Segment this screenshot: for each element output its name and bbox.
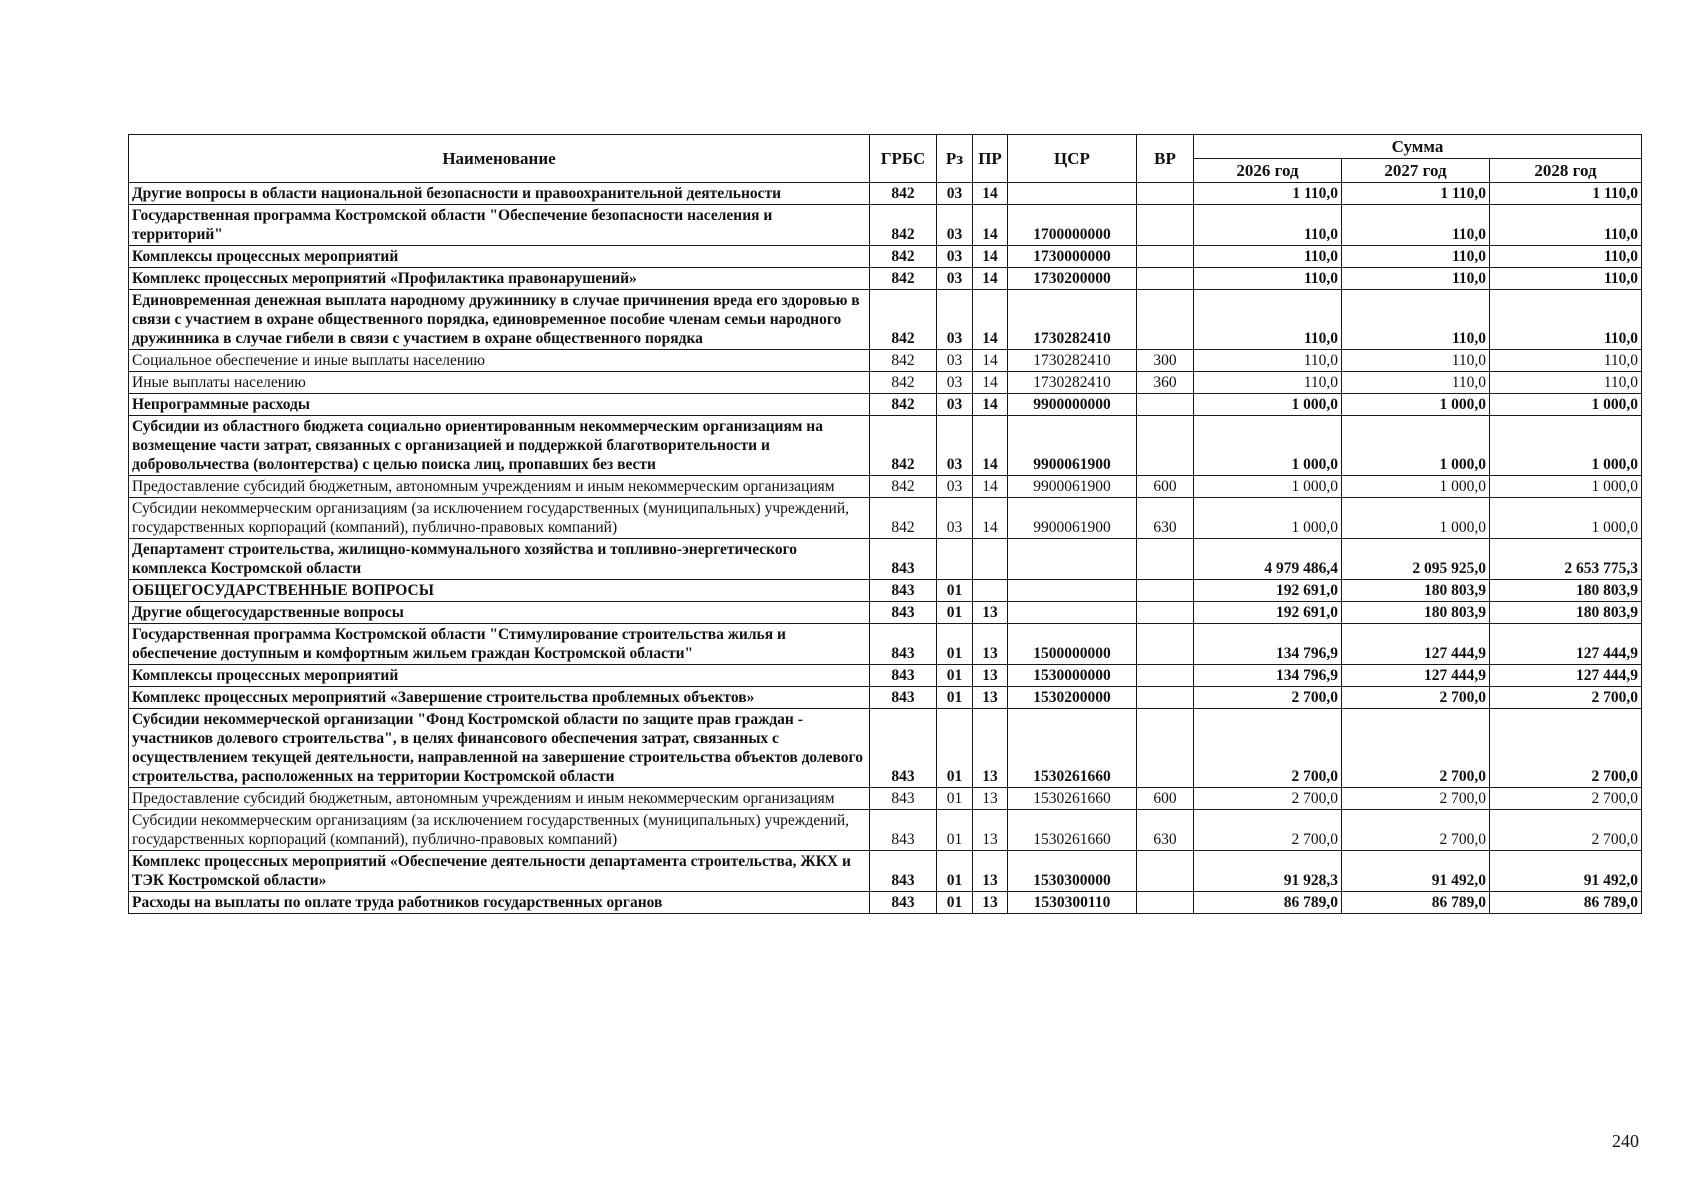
cell-name: Субсидии некоммерческим организациям (за исключением государственных (муниципальных) учреждений, государственных корпораций (компаний), публично-правовых компаний) <box>129 810 870 851</box>
cell-2027: 1 000,0 <box>1342 476 1490 498</box>
cell-2026: 1 000,0 <box>1194 394 1342 416</box>
cell-pr: 14 <box>973 372 1008 394</box>
cell-2026: 86 789,0 <box>1194 892 1342 914</box>
table-row <box>129 416 1642 476</box>
cell-rz: 01 <box>937 624 973 665</box>
cell-vr <box>1137 602 1194 624</box>
cell-csr: 9900061900 <box>1008 498 1137 539</box>
cell-pr: 13 <box>973 602 1008 624</box>
cell-grbs: 842 <box>870 268 937 290</box>
cell-2028: 180 803,9 <box>1490 602 1642 624</box>
cell-pr: 13 <box>973 851 1008 892</box>
cell-name: Другие вопросы в области национальной безопасности и правоохранительной деятельности <box>129 183 870 205</box>
cell-vr: 300 <box>1137 350 1194 372</box>
cell-rz: 03 <box>937 394 973 416</box>
cell-vr: 630 <box>1137 498 1194 539</box>
cell-2027: 1 000,0 <box>1342 394 1490 416</box>
cell-csr: 1530300110 <box>1008 892 1137 914</box>
header-vr: ВР <box>1137 135 1194 183</box>
cell-pr: 14 <box>973 183 1008 205</box>
cell-csr: 1530000000 <box>1008 665 1137 687</box>
table-row <box>129 394 1642 416</box>
cell-2027: 110,0 <box>1342 268 1490 290</box>
table-row <box>129 788 1642 810</box>
cell-csr: 9900061900 <box>1008 476 1137 498</box>
cell-csr: 1700000000 <box>1008 205 1137 246</box>
cell-2028: 1 110,0 <box>1490 183 1642 205</box>
cell-name: Предоставление субсидий бюджетным, автономным учреждениям и иным некоммерческим организациям <box>129 476 870 498</box>
cell-rz: 01 <box>937 892 973 914</box>
cell-grbs: 843 <box>870 851 937 892</box>
cell-name: Комплекс процессных мероприятий «Профилактика правонарушений» <box>129 268 870 290</box>
cell-grbs: 843 <box>870 687 937 709</box>
header-rz: Рз <box>937 135 973 183</box>
cell-2026: 1 000,0 <box>1194 476 1342 498</box>
cell-name: Расходы на выплаты по оплате труда работников государственных органов <box>129 892 870 914</box>
cell-2028: 110,0 <box>1490 268 1642 290</box>
cell-2026: 110,0 <box>1194 246 1342 268</box>
table-row <box>129 268 1642 290</box>
cell-rz: 03 <box>937 290 973 350</box>
cell-csr: 1500000000 <box>1008 624 1137 665</box>
cell-name: Субсидии из областного бюджета социально ориентированным некоммерческим организациям на возмещение части затрат, связанных с организацией и поддержкой благотворительности и добровольчества (волонтерства) с целью поиска лиц, пропавших без вести <box>129 416 870 476</box>
cell-2026: 4 979 486,4 <box>1194 539 1342 580</box>
cell-2027: 180 803,9 <box>1342 602 1490 624</box>
cell-pr: 13 <box>973 709 1008 788</box>
cell-2026: 2 700,0 <box>1194 810 1342 851</box>
cell-rz: 01 <box>937 602 973 624</box>
cell-grbs: 842 <box>870 476 937 498</box>
table-row <box>129 372 1642 394</box>
cell-pr: 13 <box>973 665 1008 687</box>
cell-name: Субсидии некоммерческой организации "Фонд Костромской области по защите прав граждан - участников долевого строительства", в целях финансового обеспечения затрат, связанных с осуществлением текущей деятельности, направленной на завершение строительства объектов долевого строительства, расположенных на территории Костромской области <box>129 709 870 788</box>
cell-2027: 2 700,0 <box>1342 788 1490 810</box>
cell-pr: 13 <box>973 624 1008 665</box>
table-row <box>129 246 1642 268</box>
cell-2026: 134 796,9 <box>1194 665 1342 687</box>
table-row <box>129 687 1642 709</box>
cell-grbs: 843 <box>870 709 937 788</box>
cell-2028: 2 653 775,3 <box>1490 539 1642 580</box>
cell-csr: 1530261660 <box>1008 709 1137 788</box>
cell-csr: 9900061900 <box>1008 416 1137 476</box>
page-number: 240 <box>1612 1131 1639 1151</box>
budget-table <box>128 134 1642 914</box>
cell-2026: 110,0 <box>1194 268 1342 290</box>
cell-csr: 1730282410 <box>1008 350 1137 372</box>
cell-2028: 1 000,0 <box>1490 498 1642 539</box>
cell-2028: 1 000,0 <box>1490 416 1642 476</box>
header-year-2026: 2026 год <box>1194 159 1342 183</box>
cell-2028: 1 000,0 <box>1490 394 1642 416</box>
cell-rz: 03 <box>937 372 973 394</box>
cell-vr: 360 <box>1137 372 1194 394</box>
cell-2027: 110,0 <box>1342 205 1490 246</box>
cell-2026: 1 110,0 <box>1194 183 1342 205</box>
cell-pr: 14 <box>973 290 1008 350</box>
cell-2027: 1 000,0 <box>1342 416 1490 476</box>
cell-name: Комплекс процессных мероприятий «Обеспечение деятельности департамента строительства, ЖКХ и ТЭК Костромской области» <box>129 851 870 892</box>
cell-2026: 2 700,0 <box>1194 788 1342 810</box>
header-sum: Сумма <box>1194 135 1642 159</box>
table-row <box>129 350 1642 372</box>
cell-name: Государственная программа Костромской области "Обеспечение безопасности населения и территорий" <box>129 205 870 246</box>
cell-vr <box>1137 539 1194 580</box>
cell-grbs: 842 <box>870 205 937 246</box>
cell-2028: 110,0 <box>1490 350 1642 372</box>
cell-vr <box>1137 687 1194 709</box>
cell-rz: 01 <box>937 709 973 788</box>
cell-vr <box>1137 892 1194 914</box>
cell-csr <box>1008 602 1137 624</box>
cell-2027: 86 789,0 <box>1342 892 1490 914</box>
cell-vr <box>1137 665 1194 687</box>
cell-pr: 13 <box>973 892 1008 914</box>
table-row <box>129 183 1642 205</box>
cell-csr: 1730282410 <box>1008 372 1137 394</box>
cell-2028: 110,0 <box>1490 372 1642 394</box>
cell-2028: 180 803,9 <box>1490 580 1642 602</box>
cell-2027: 2 700,0 <box>1342 810 1490 851</box>
cell-rz: 03 <box>937 498 973 539</box>
cell-grbs: 842 <box>870 183 937 205</box>
cell-rz: 01 <box>937 788 973 810</box>
cell-grbs: 843 <box>870 580 937 602</box>
cell-rz: 01 <box>937 665 973 687</box>
cell-2028: 2 700,0 <box>1490 687 1642 709</box>
cell-pr: 14 <box>973 416 1008 476</box>
cell-2028: 2 700,0 <box>1490 810 1642 851</box>
cell-vr <box>1137 851 1194 892</box>
cell-2028: 2 700,0 <box>1490 788 1642 810</box>
cell-csr: 1530261660 <box>1008 810 1137 851</box>
cell-grbs: 843 <box>870 810 937 851</box>
cell-pr: 14 <box>973 205 1008 246</box>
header-row-top <box>129 135 1642 159</box>
table-row <box>129 498 1642 539</box>
cell-pr: 14 <box>973 350 1008 372</box>
cell-vr <box>1137 709 1194 788</box>
cell-grbs: 842 <box>870 372 937 394</box>
cell-2026: 110,0 <box>1194 290 1342 350</box>
table-row <box>129 602 1642 624</box>
cell-csr: 1730000000 <box>1008 246 1137 268</box>
cell-rz: 03 <box>937 416 973 476</box>
cell-2026: 192 691,0 <box>1194 580 1342 602</box>
cell-grbs: 842 <box>870 394 937 416</box>
cell-vr <box>1137 394 1194 416</box>
cell-vr <box>1137 624 1194 665</box>
cell-2026: 110,0 <box>1194 350 1342 372</box>
cell-rz: 03 <box>937 246 973 268</box>
cell-rz: 01 <box>937 851 973 892</box>
cell-grbs: 842 <box>870 350 937 372</box>
cell-name: Государственная программа Костромской области "Стимулирование строительства жилья и обеспечение доступным и комфортным жильем граждан Костромской области" <box>129 624 870 665</box>
table-body <box>129 183 1642 914</box>
cell-pr: 13 <box>973 810 1008 851</box>
table-row <box>129 709 1642 788</box>
cell-pr: 13 <box>973 788 1008 810</box>
header-name: Наименование <box>129 135 870 183</box>
cell-pr: 13 <box>973 687 1008 709</box>
cell-name: Иные выплаты населению <box>129 372 870 394</box>
cell-csr <box>1008 580 1137 602</box>
cell-rz: 03 <box>937 183 973 205</box>
cell-vr <box>1137 246 1194 268</box>
cell-grbs: 843 <box>870 624 937 665</box>
cell-rz: 01 <box>937 687 973 709</box>
cell-2028: 91 492,0 <box>1490 851 1642 892</box>
cell-rz <box>937 539 973 580</box>
cell-name: Непрограммные расходы <box>129 394 870 416</box>
header-csr: ЦСР <box>1008 135 1137 183</box>
cell-2027: 110,0 <box>1342 290 1490 350</box>
cell-grbs: 842 <box>870 246 937 268</box>
table-row <box>129 539 1642 580</box>
cell-vr <box>1137 183 1194 205</box>
cell-2026: 110,0 <box>1194 372 1342 394</box>
cell-2026: 2 700,0 <box>1194 687 1342 709</box>
cell-2028: 1 000,0 <box>1490 476 1642 498</box>
table-row <box>129 205 1642 246</box>
cell-2028: 110,0 <box>1490 205 1642 246</box>
cell-name: Комплекс процессных мероприятий «Завершение строительства проблемных объектов» <box>129 687 870 709</box>
header-grbs: ГРБС <box>870 135 937 183</box>
cell-pr: 14 <box>973 246 1008 268</box>
cell-2027: 180 803,9 <box>1342 580 1490 602</box>
cell-rz: 03 <box>937 205 973 246</box>
cell-2027: 91 492,0 <box>1342 851 1490 892</box>
cell-csr <box>1008 539 1137 580</box>
cell-name: Единовременная денежная выплата народному дружиннику в случае причинения вреда его здоровью в связи с участием в охране общественного порядка, единовременное пособие членам семьи народного дружинника в случае гибели в связи с участием в охране общественного порядка <box>129 290 870 350</box>
cell-vr <box>1137 580 1194 602</box>
table-row <box>129 665 1642 687</box>
cell-vr <box>1137 268 1194 290</box>
cell-2026: 1 000,0 <box>1194 416 1342 476</box>
cell-2027: 1 000,0 <box>1342 498 1490 539</box>
cell-rz: 03 <box>937 268 973 290</box>
cell-vr <box>1137 416 1194 476</box>
cell-2027: 127 444,9 <box>1342 624 1490 665</box>
cell-2028: 110,0 <box>1490 246 1642 268</box>
table-row <box>129 892 1642 914</box>
table-row <box>129 476 1642 498</box>
cell-csr: 1730282410 <box>1008 290 1137 350</box>
table-row <box>129 851 1642 892</box>
cell-grbs: 843 <box>870 602 937 624</box>
cell-2027: 127 444,9 <box>1342 665 1490 687</box>
cell-pr <box>973 580 1008 602</box>
table-row <box>129 810 1642 851</box>
cell-2026: 2 700,0 <box>1194 709 1342 788</box>
cell-name: Другие общегосударственные вопросы <box>129 602 870 624</box>
header-pr: ПР <box>973 135 1008 183</box>
cell-vr <box>1137 205 1194 246</box>
cell-csr: 1530200000 <box>1008 687 1137 709</box>
cell-2026: 91 928,3 <box>1194 851 1342 892</box>
cell-grbs: 842 <box>870 498 937 539</box>
cell-pr: 14 <box>973 498 1008 539</box>
cell-grbs: 843 <box>870 892 937 914</box>
cell-vr <box>1137 290 1194 350</box>
cell-2027: 2 700,0 <box>1342 687 1490 709</box>
cell-vr: 600 <box>1137 476 1194 498</box>
cell-2027: 110,0 <box>1342 372 1490 394</box>
cell-pr: 14 <box>973 394 1008 416</box>
cell-vr: 600 <box>1137 788 1194 810</box>
table-row <box>129 624 1642 665</box>
cell-csr: 9900000000 <box>1008 394 1137 416</box>
cell-2028: 86 789,0 <box>1490 892 1642 914</box>
cell-pr: 14 <box>973 476 1008 498</box>
cell-2027: 2 700,0 <box>1342 709 1490 788</box>
cell-name: Субсидии некоммерческим организациям (за исключением государственных (муниципальных) учреждений, государственных корпораций (компаний), публично-правовых компаний) <box>129 498 870 539</box>
cell-csr: 1530300000 <box>1008 851 1137 892</box>
cell-2027: 1 110,0 <box>1342 183 1490 205</box>
cell-2026: 110,0 <box>1194 205 1342 246</box>
cell-2028: 110,0 <box>1490 290 1642 350</box>
cell-csr <box>1008 183 1137 205</box>
cell-2026: 192 691,0 <box>1194 602 1342 624</box>
cell-name: Комплексы процессных мероприятий <box>129 665 870 687</box>
cell-rz: 01 <box>937 810 973 851</box>
cell-rz: 01 <box>937 580 973 602</box>
cell-name: Департамент строительства, жилищно-коммунального хозяйства и топливно-энергетического комплекса Костромской области <box>129 539 870 580</box>
cell-csr: 1530261660 <box>1008 788 1137 810</box>
cell-grbs: 842 <box>870 290 937 350</box>
table-row <box>129 580 1642 602</box>
cell-2027: 110,0 <box>1342 246 1490 268</box>
cell-vr: 630 <box>1137 810 1194 851</box>
cell-name: Социальное обеспечение и иные выплаты населению <box>129 350 870 372</box>
cell-2026: 134 796,9 <box>1194 624 1342 665</box>
table-row <box>129 290 1642 350</box>
cell-grbs: 843 <box>870 665 937 687</box>
cell-2027: 2 095 925,0 <box>1342 539 1490 580</box>
cell-pr <box>973 539 1008 580</box>
cell-2028: 127 444,9 <box>1490 665 1642 687</box>
cell-2027: 110,0 <box>1342 350 1490 372</box>
cell-rz: 03 <box>937 350 973 372</box>
cell-2028: 2 700,0 <box>1490 709 1642 788</box>
cell-pr: 14 <box>973 268 1008 290</box>
cell-grbs: 843 <box>870 539 937 580</box>
header-year-2028: 2028 год <box>1490 159 1642 183</box>
cell-csr: 1730200000 <box>1008 268 1137 290</box>
cell-2026: 1 000,0 <box>1194 498 1342 539</box>
cell-rz: 03 <box>937 476 973 498</box>
cell-name: ОБЩЕГОСУДАРСТВЕННЫЕ ВОПРОСЫ <box>129 580 870 602</box>
header-year-2027: 2027 год <box>1342 159 1490 183</box>
cell-2028: 127 444,9 <box>1490 624 1642 665</box>
cell-grbs: 843 <box>870 788 937 810</box>
cell-name: Комплексы процессных мероприятий <box>129 246 870 268</box>
cell-name: Предоставление субсидий бюджетным, автономным учреждениям и иным некоммерческим организациям <box>129 788 870 810</box>
cell-grbs: 842 <box>870 416 937 476</box>
